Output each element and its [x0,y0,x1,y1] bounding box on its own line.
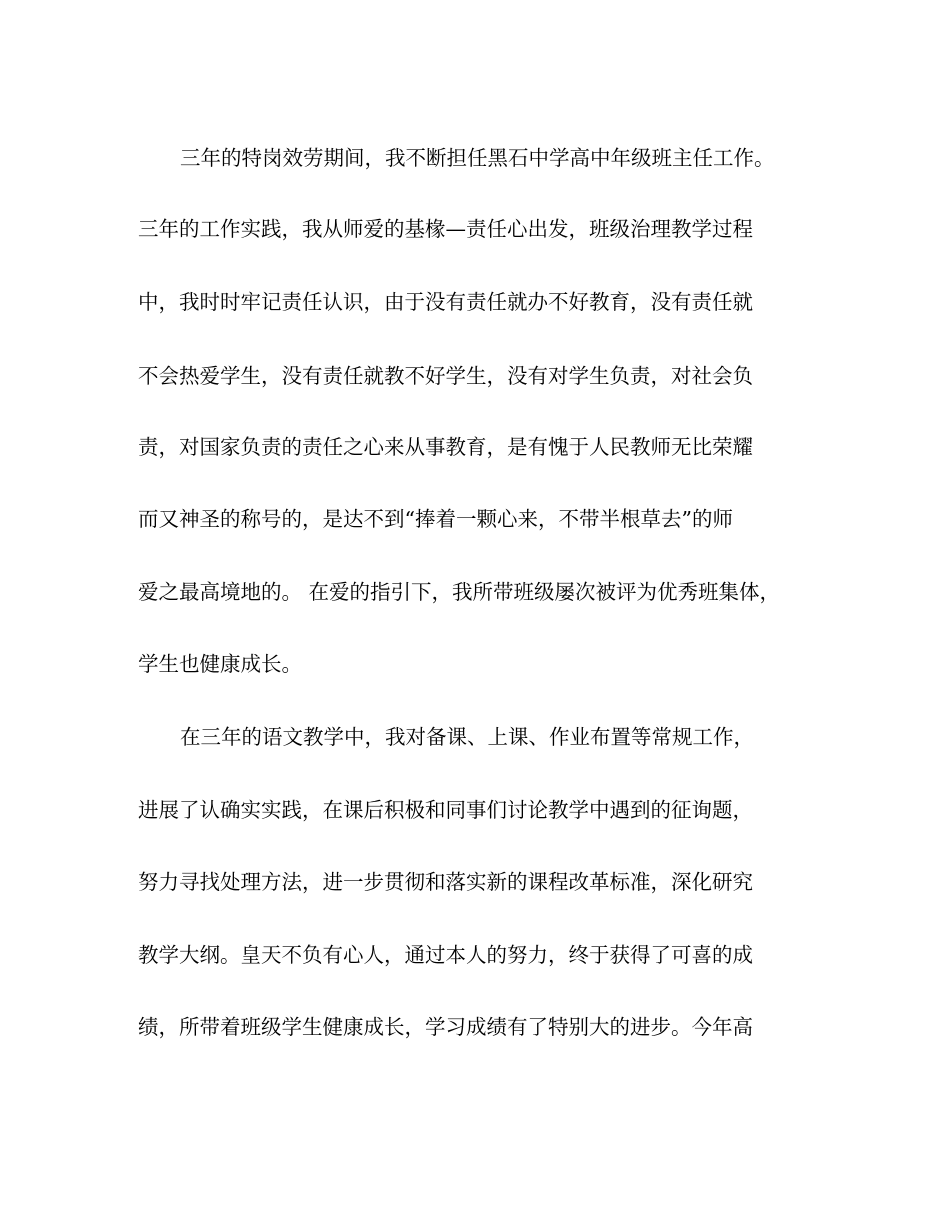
paragraph-1-line-1: 三年的特岗效劳期间，我不断担任黑石中学高中年级班主任工作。 [180,146,775,170]
paragraph-2-line-5: 绩，所带着班级学生健康成长，学习成绩有了特别大的进步。今年高 [138,1015,753,1039]
paragraph-1-line-3: 中，我时时牢记责任认识，由于没有责任就办不好教育，没有责任就 [138,290,753,314]
paragraph-1-line-5: 责，对国家负责的责任之心来从事教育，是有愧于人民教师无比荣耀 [138,435,753,459]
paragraph-2-line-1: 在三年的语文教学中，我对备课、上课、作业布置等常规工作， [180,725,754,749]
paragraph-1-line-4: 不会热爱学生，没有责任就教不好学生，没有对学生负责，对社会负 [138,364,753,388]
paragraph-1-line-8: 学生也健康成长。 [138,652,302,676]
paragraph-2-line-2: 进展了认确实实践，在课后积极和同事们讨论教学中遇到的征询题， [138,798,753,822]
paragraph-2-line-4: 教学大纲。皇天不负有心人，通过本人的努力，终于获得了可喜的成 [138,943,753,967]
paragraph-1-line-7: 爱之最高境地的。 在爱的指引下，我所带班级屡次被评为优秀班集体， [138,580,781,604]
paragraph-2-line-3: 努力寻找处理方法，进一步贯彻和落实新的课程改革标准，深化研究 [138,870,753,894]
paragraph-1-line-2: 三年的工作实践，我从师爱的基椽—责任心出发，班级治理教学过程 [138,217,753,241]
paragraph-1-line-6: 而又神圣的称号的，是达不到“捧着一颗心来，不带半根草去”的师 [138,507,733,531]
